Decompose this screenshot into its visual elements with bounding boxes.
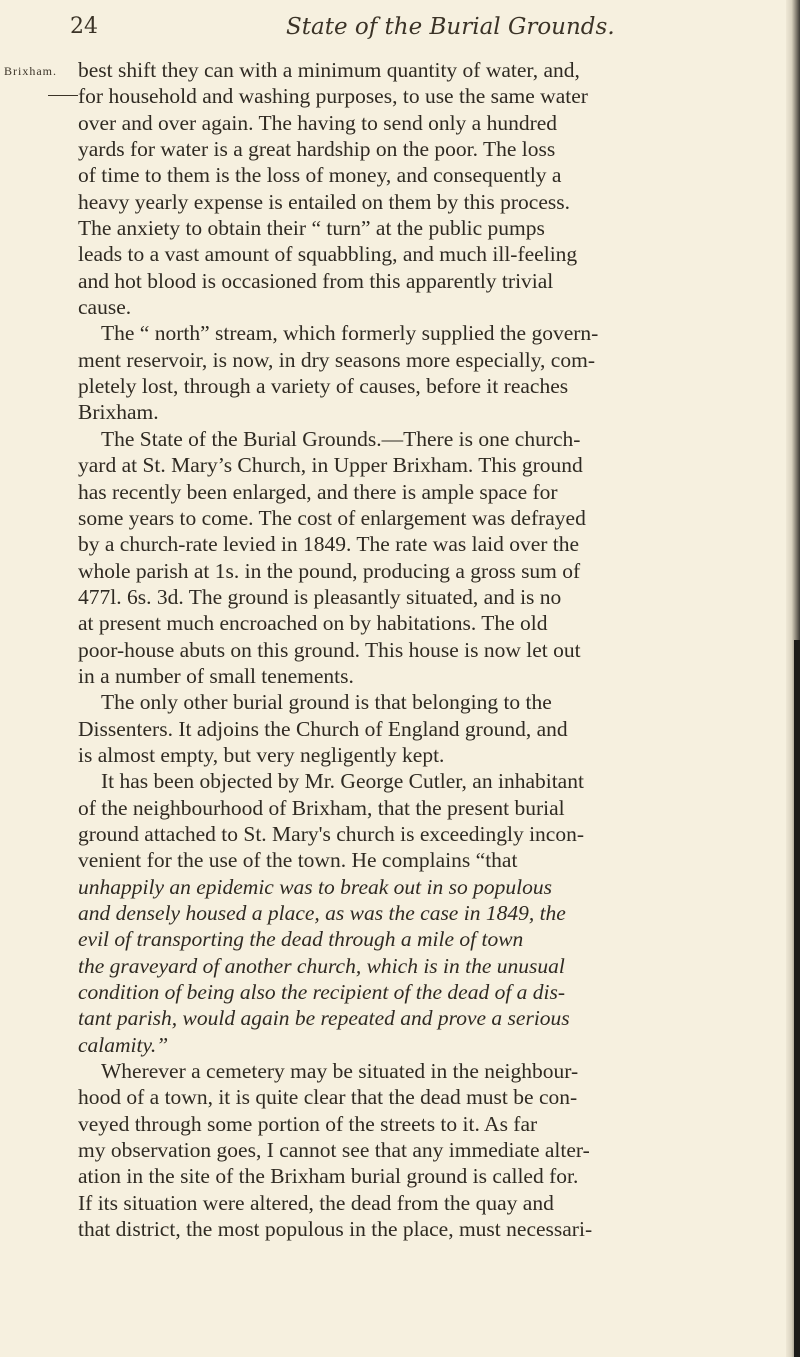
text-line: is almost empty, but very negligently kept.	[78, 742, 445, 767]
text-line: evil of transporting the dead through a mile of town	[78, 927, 524, 952]
text-line: It has been objected by Mr. George Cutler, an inhabitant	[101, 769, 584, 794]
text-line: If its situation were altered, the dead from the quay and	[78, 1190, 554, 1215]
text-line: at present much encroached on by habitations. The old	[78, 611, 548, 636]
text-line: and densely housed a place, as was the case in 1849, the	[78, 901, 566, 925]
text-line: The anxiety to obtain their “ turn” at the public pumps	[78, 216, 545, 241]
text-line: the graveyard of another church, which is in the unusual	[78, 953, 565, 978]
text-line: and hot blood is occasioned from this apparently trivial	[78, 268, 554, 293]
text-line: Dissenters. It adjoins the Church of England ground, and	[78, 716, 568, 741]
text-line: in a number of small tenements.	[78, 663, 354, 688]
margin-note: Brixham.	[4, 64, 57, 78]
text-line: Brixham.	[78, 400, 159, 425]
page-edge-dark	[794, 640, 800, 1357]
text-line: over and over again. The having to send only a hundred	[78, 110, 558, 135]
text-line: heavy yearly expense is entailed on them by this process.	[78, 189, 570, 214]
text-line: condition of being also the recipient of the dead of a dis-	[78, 980, 566, 1005]
text-line: The “ north” stream, which formerly supplied the govern-	[101, 321, 599, 346]
text-line: The State of the Burial Grounds.—There is one church-	[101, 426, 581, 451]
text-line: yard at St. Mary’s Church, in Upper Brixham. This ground	[78, 453, 583, 478]
body-text	[78, 57, 794, 1242]
text-line: some years to come. The cost of enlargement was defrayed	[78, 505, 586, 530]
text-line: ground attached to St. Mary's church is exceedingly incon-	[78, 821, 584, 846]
text-line: venient for the use of the town. He complains “that	[78, 848, 518, 873]
text-line: tant parish, would again be repeated and prove a serious	[78, 1006, 570, 1031]
text-line: hood of a town, it is quite clear that the dead must be con-	[78, 1085, 578, 1110]
text-line: cause.	[78, 295, 132, 320]
text-line: The only other burial ground is that belonging to the	[101, 690, 552, 715]
text-line: calamity.”	[78, 1032, 169, 1057]
text-line: whole parish at 1s. in the pound, producing a gross sum of	[78, 558, 581, 583]
page-header	[0, 14, 780, 50]
text-line: ment reservoir, is now, in dry seasons more especially, com-	[78, 347, 595, 372]
text-line: my observation goes, I cannot see that any immediate alter-	[78, 1138, 590, 1163]
margin-rule	[48, 95, 78, 96]
running-head: State of the Burial Grounds.	[286, 14, 615, 40]
text-line: Wherever a cemetery may be situated in the neighbour-	[101, 1059, 579, 1084]
text-line: pletely lost, through a variety of causes, before it reaches	[78, 374, 569, 399]
text-line: yards for water is a great hardship on the poor. The loss	[78, 137, 556, 162]
text-line: veyed through some portion of the streets to it. As far	[78, 1111, 538, 1136]
text-line: of the neighbourhood of Brixham, that the present burial	[78, 795, 565, 820]
text-line: leads to a vast amount of squabbling, and much ill-feeling	[78, 242, 578, 267]
text-line: ation in the site of the Brixham burial ground is called for.	[78, 1164, 579, 1189]
text-line: has recently been enlarged, and there is ample space for	[78, 479, 558, 504]
page-number: 24	[70, 14, 98, 39]
text-line: for household and washing purposes, to use the same water	[78, 84, 588, 109]
text-line: unhappily an epidemic was to break out in so populous	[78, 874, 552, 899]
text-line: by a church-rate levied in 1849. The rate was laid over the	[78, 532, 580, 557]
text-line: 477l. 6s. 3d. The ground is pleasantly situated, and is no	[78, 584, 562, 609]
text-line: best shift they can with a minimum quantity of water, and,	[78, 58, 580, 82]
text-line: of time to them is the loss of money, and consequently a	[78, 163, 562, 188]
text-line: that district, the most populous in the place, must necessari-	[78, 1217, 593, 1242]
text-line: poor-house abuts on this ground. This house is now let out	[78, 637, 581, 662]
